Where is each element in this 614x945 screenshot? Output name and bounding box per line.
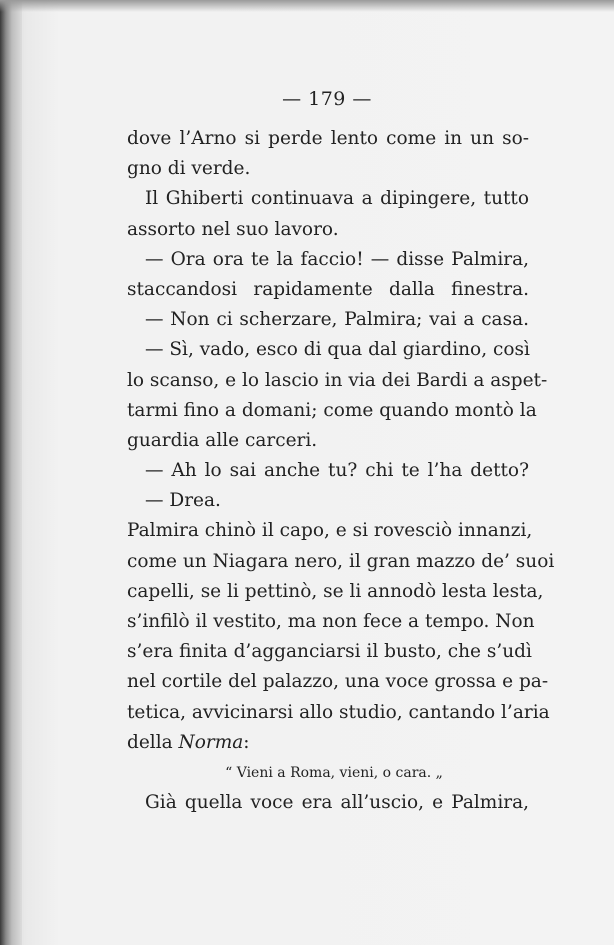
norma-suffix: : — [243, 731, 250, 753]
text-line: capelli, se li pettinò, se li annodò lesta lesta, — [127, 580, 544, 602]
text-line: guardia alle carceri. — [127, 429, 318, 451]
text-line: assorto nel suo lavoro. — [127, 218, 339, 240]
page-number: — 179 — — [282, 88, 372, 110]
text-line: — Non ci scherzare, Palmira; vai a casa. — [145, 309, 529, 331]
page-binding-shadow — [0, 0, 22, 945]
text-line: — Ah lo sai anche tu? chi te l’ha detto? — [145, 460, 529, 482]
text-line: come un Niagara nero, il gran mazzo de’ suoi — [127, 550, 555, 572]
norma-title: Norma — [178, 731, 244, 753]
text-line: lo scanso, e lo lascio in via dei Bardi a aspet- — [127, 369, 548, 391]
text-line: Palmira chinò il capo, e si rovesciò innanzi, — [127, 520, 533, 542]
body-text — [127, 124, 555, 818]
text-line: tarmi fino a domani; come quando montò la — [127, 399, 537, 421]
text-line: gno di verde. — [127, 158, 251, 180]
text-line: — Drea. — [145, 490, 221, 512]
text-line: Già quella voce era all’uscio, e Palmira, — [145, 792, 529, 814]
text-line: — Ora ora te la faccio! — disse Palmira, — [145, 248, 529, 270]
text-line: s’era finita d’agganciarsi il busto, che s’udì — [127, 641, 532, 663]
text-line: staccandosi rapidamente dalla finestra. — [127, 278, 529, 300]
text-line-norma — [127, 728, 529, 758]
text-line: tetica, avvicinarsi allo studio, cantando l’aria — [127, 701, 550, 723]
text-line: s’infilò il vestito, ma non fece a tempo. Non — [127, 611, 535, 632]
song-quote: “ Vieni a Roma, vieni, o cara. „ — [225, 764, 443, 781]
text-line: dove l’Arno si perde lento come in un so- — [127, 128, 529, 149]
text-line: nel cortile del palazzo, una voce grossa e pa- — [127, 671, 549, 693]
page-top-shadow — [0, 0, 614, 12]
norma-prefix: della — [127, 731, 179, 753]
text-line: — Sì, vado, esco di qua dal giardino, così — [145, 339, 530, 361]
text-line: Il Ghiberti continuava a dipingere, tutto — [145, 188, 529, 210]
